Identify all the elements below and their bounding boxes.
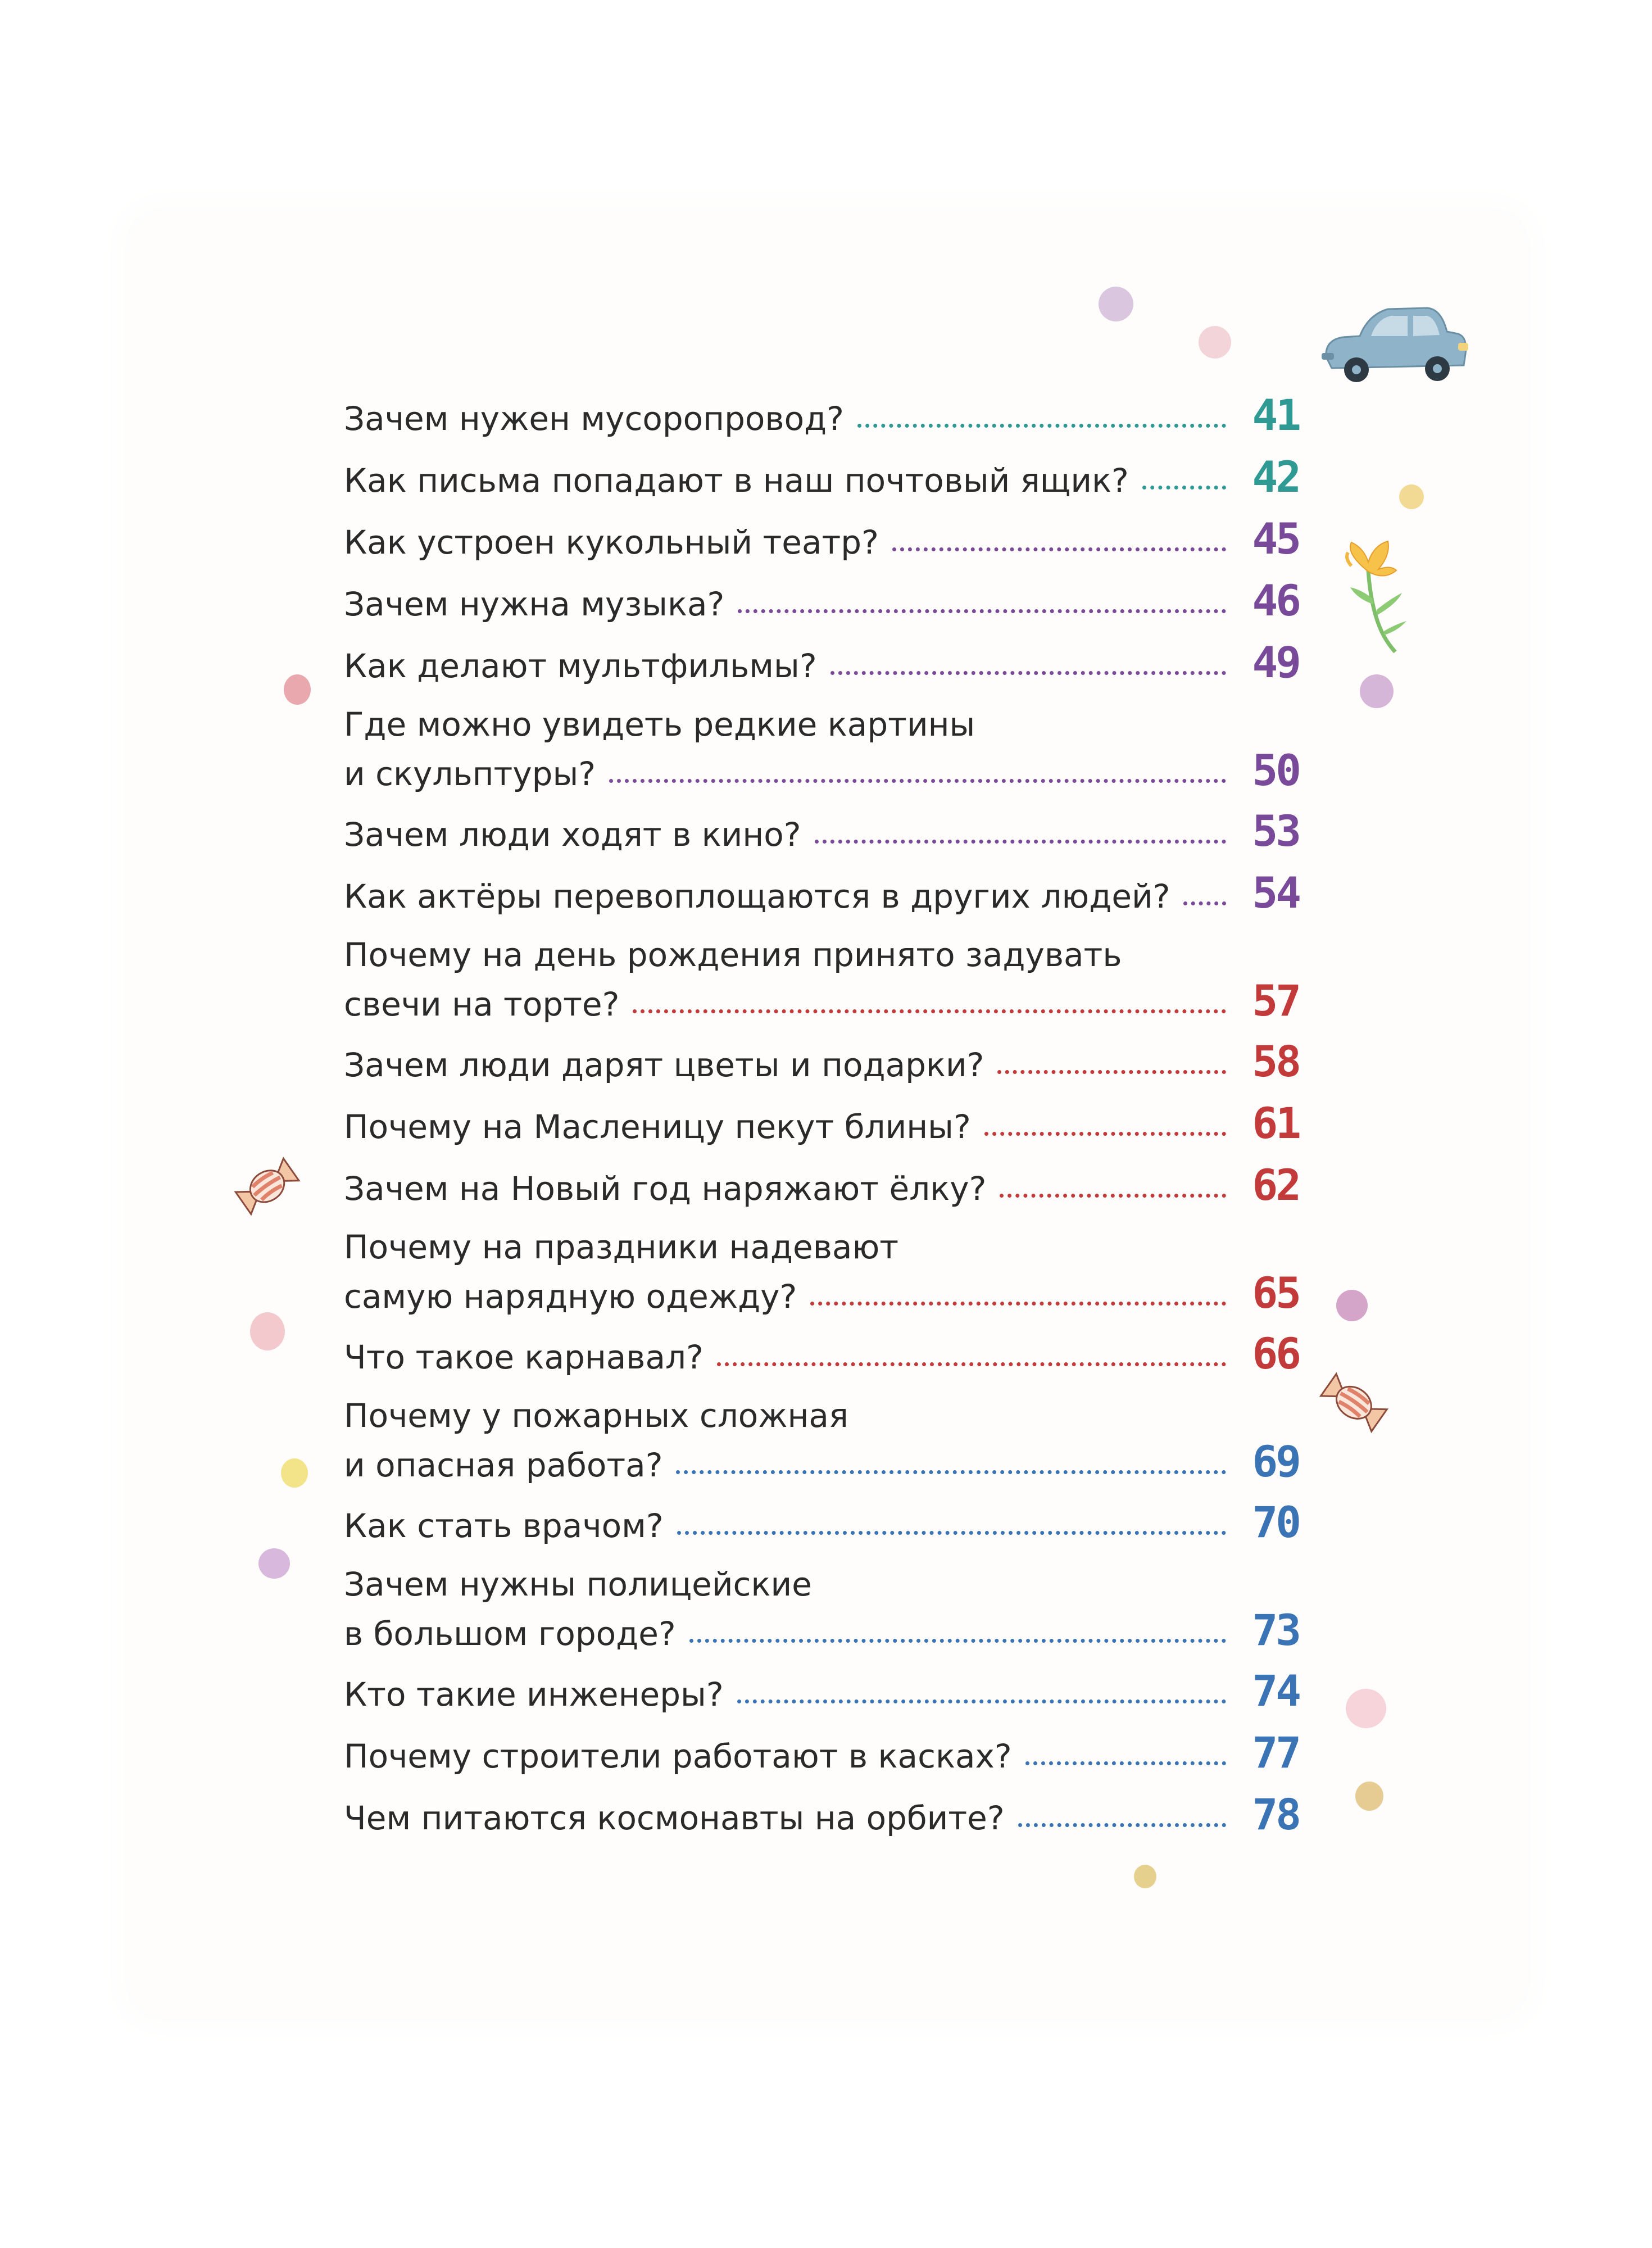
leader-dots: [717, 1362, 1226, 1366]
leader-dots: [997, 1070, 1226, 1074]
page-number: 78: [1252, 1789, 1299, 1839]
leader-dots: [1142, 486, 1226, 490]
toc-entry[interactable]: [344, 637, 1299, 689]
toc-entry-title: Как актёры перевоплощаются в других людей?: [344, 877, 1170, 915]
leader-dots: [676, 1470, 1226, 1474]
leader-dots: [984, 1132, 1226, 1136]
page-number: 58: [1252, 1036, 1299, 1086]
toc-entry-title: Кто такие инженеры?: [344, 1675, 724, 1714]
page-number: 61: [1252, 1098, 1299, 1148]
toc-entry[interactable]: [344, 870, 1299, 919]
leader-dots: [830, 671, 1226, 675]
page-number: 41: [1252, 390, 1299, 440]
toc-entry[interactable]: [344, 1100, 1299, 1150]
toc-entry[interactable]: [344, 1162, 1299, 1212]
toc-entry[interactable]: [344, 1393, 1299, 1488]
toc-entry[interactable]: [344, 575, 1299, 627]
toc-entry[interactable]: [344, 1789, 1299, 1841]
page-number: 53: [1252, 806, 1299, 856]
toc-entry-title-line1: Почему у пожарных сложная: [344, 1397, 848, 1435]
toc-entry-title-line1: Почему на день рождения принято задувать: [344, 936, 1122, 974]
toc-entry[interactable]: [344, 454, 1299, 504]
toc-entry[interactable]: [344, 1224, 1299, 1320]
page-number: 66: [1252, 1329, 1299, 1379]
toc-entry-title: в большом городе?: [344, 1615, 676, 1653]
toc-entry-title: и скульптуры?: [344, 755, 596, 793]
toc-entry-title: Чем питаются космонавты на орбите?: [344, 1799, 1005, 1837]
page-number: 73: [1252, 1605, 1299, 1655]
page-number: 69: [1252, 1436, 1299, 1486]
toc-entry-title-line1: Зачем нужны полицейские: [344, 1565, 812, 1603]
toc-entry[interactable]: [344, 701, 1299, 797]
toc-entry[interactable]: [344, 932, 1299, 1027]
page-number: 62: [1252, 1160, 1299, 1210]
toc-entry-title-line1: Почему на праздники надевают: [344, 1228, 899, 1266]
page-number: 74: [1252, 1666, 1299, 1716]
leader-dots: [609, 779, 1226, 783]
toc-entry-title: Как устроен кукольный театр?: [344, 523, 879, 561]
toc-entry-title: Что такое карнавал?: [344, 1338, 704, 1376]
toc-entry-title: Как делают мультфильмы?: [344, 647, 817, 685]
page-number: 77: [1252, 1728, 1299, 1778]
leader-dots: [633, 1009, 1226, 1013]
page-number: 50: [1252, 745, 1299, 795]
toc-entry[interactable]: [344, 808, 1299, 858]
leader-dots: [677, 1531, 1226, 1535]
toc-entry-title-line1: Где можно увидеть редкие картины: [344, 705, 975, 744]
leader-dots: [1183, 901, 1226, 905]
page-number: 42: [1252, 452, 1299, 502]
toc-entry-title: Зачем люди дарят цветы и подарки?: [344, 1046, 984, 1084]
toc-entry-title: Как стать врачом?: [344, 1507, 664, 1545]
toc-entry-title: Почему строители работают в касках?: [344, 1737, 1012, 1775]
toc-entry[interactable]: [344, 1036, 1299, 1088]
page-number: 45: [1252, 514, 1299, 564]
leader-dots: [738, 609, 1226, 613]
toc-entry[interactable]: [344, 1730, 1299, 1779]
page-number: 49: [1252, 637, 1299, 687]
toc-entry[interactable]: [344, 392, 1299, 442]
toc-entry-title: Зачем нужна музыка?: [344, 585, 725, 623]
leader-dots: [815, 840, 1226, 844]
page-number: 54: [1252, 868, 1299, 918]
toc-entry[interactable]: [344, 1561, 1299, 1657]
toc-entry-title: самую нарядную одежду?: [344, 1277, 797, 1316]
toc-entry[interactable]: [344, 1668, 1299, 1717]
toc-entry[interactable]: [344, 1331, 1299, 1380]
leader-dots: [1000, 1194, 1226, 1198]
leader-dots: [689, 1639, 1226, 1643]
toc-entry[interactable]: [344, 1499, 1299, 1549]
leader-dots: [1018, 1823, 1226, 1827]
toc-entry-title: Зачем нужен мусоропровод?: [344, 400, 844, 438]
leader-dots: [857, 424, 1226, 428]
leader-dots: [1025, 1761, 1226, 1765]
toc-entry-title: Зачем люди ходят в кино?: [344, 815, 801, 854]
page-number: 65: [1252, 1268, 1299, 1318]
leader-dots: [737, 1699, 1226, 1703]
toc-entry-title: свечи на торте?: [344, 985, 620, 1023]
leader-dots: [810, 1302, 1226, 1306]
toc-entry[interactable]: [344, 516, 1299, 565]
toc-entry-title: Почему на Масленицу пекут блины?: [344, 1108, 971, 1146]
toc-entry-title: и опасная работа?: [344, 1446, 663, 1484]
page-number: 57: [1252, 976, 1299, 1026]
page-number: 70: [1252, 1497, 1299, 1547]
toc-entry-title: Зачем на Новый год наряжают ёлку?: [344, 1170, 987, 1208]
leader-dots: [892, 547, 1226, 551]
toc-entry-title: Как письма попадают в наш почтовый ящик?: [344, 461, 1129, 500]
page-number: 46: [1252, 575, 1299, 626]
